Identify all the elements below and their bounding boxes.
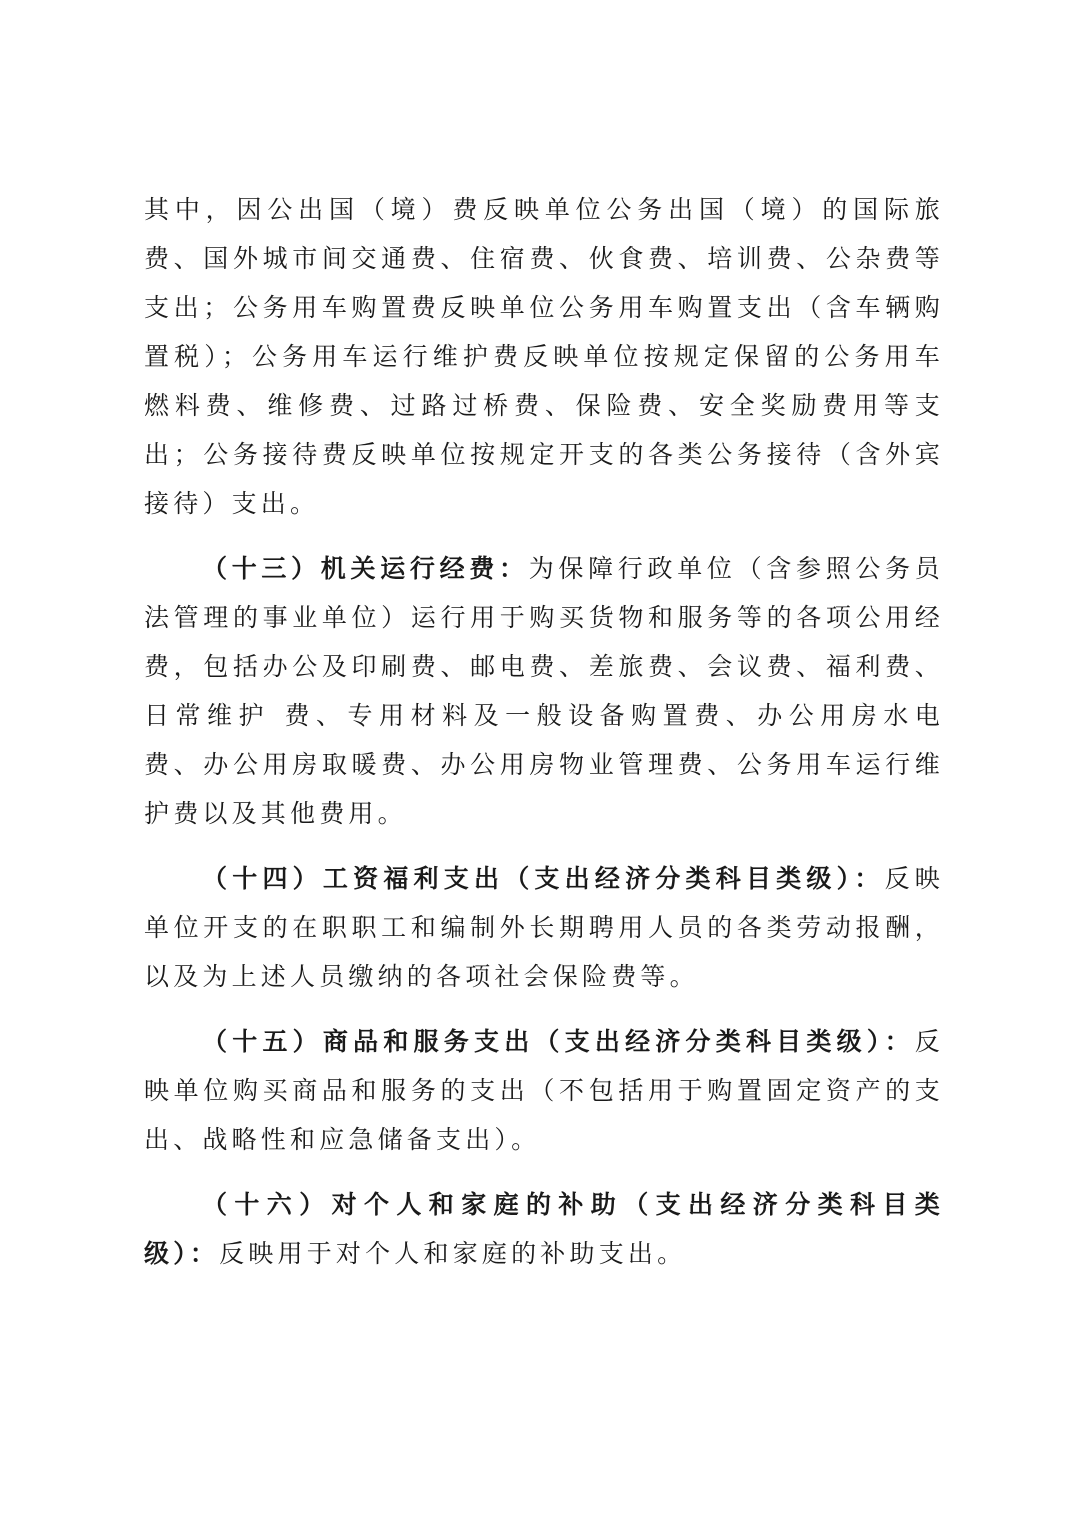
paragraph-continuation xyxy=(144,185,944,528)
paragraph-heading: （十三）机关运行经费： xyxy=(202,554,529,583)
paragraph-item-14 xyxy=(144,854,944,1001)
paragraph-text: 其中，因公出国（境）费反映单位公务出国（境）的国际旅费、国外城市间交通费、住宿费、伙食费、培训费、公杂费等支出；公务用车购置费反映单位公务用车购置支出（含车辆购置税）；公务用车运行维护费反映单位按规定保留的公务用车燃料费、维修费、过路过桥费、保险费、安全奖励费用等支出；公务接待费反映单位按规定开支的各类公务接待（含外宾接待）支出。 xyxy=(144,195,944,518)
paragraph-text: 反映单位开支的在职职工和编制外长期聘用人员的各类劳动报酬，以及为上述人员缴纳的各项社会保险费等。 xyxy=(144,864,944,991)
paragraph-text: 反映单位购买商品和服务的支出（不包括用于购置固定资产的支出、战略性和应急储备支出）。 xyxy=(144,1027,944,1154)
paragraph-item-13 xyxy=(144,544,944,838)
paragraph-text: 反映用于对个人和家庭的补助支出。 xyxy=(219,1239,687,1268)
paragraph-heading: （十六）对个人和家庭的补助（支出经济分类科目类级）： xyxy=(144,1190,944,1268)
document-page xyxy=(144,185,944,1278)
paragraph-item-16 xyxy=(144,1180,944,1278)
paragraph-item-15 xyxy=(144,1017,944,1164)
paragraph-heading: （十五）商品和服务支出（支出经济分类科目类级）： xyxy=(202,1027,915,1056)
paragraph-text: 为保障行政单位（含参照公务员法管理的事业单位）运行用于购买货物和服务等的各项公用经费，包括办公及印刷费、邮电费、差旅费、会议费、福利费、日常维护 费、专用材料及一般设备购置费、办公用房水电费、办公用房取暖费、办公用房物业管理费、公务用车运行维护费以及其他费用。 xyxy=(144,554,944,828)
paragraph-heading: （十四）工资福利支出（支出经济分类科目类级）： xyxy=(202,864,885,893)
